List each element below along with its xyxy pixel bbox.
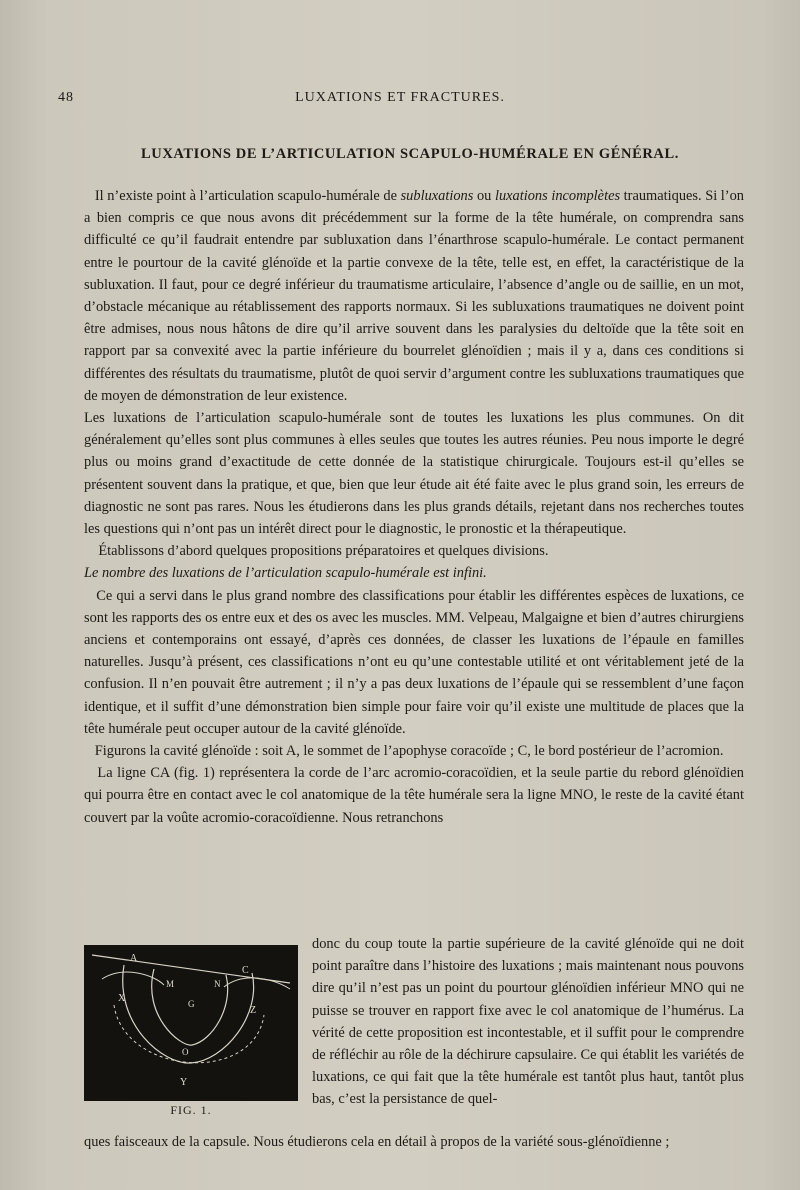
emphasis-luxations-incompletes: luxations incomplètes: [494, 188, 621, 204]
running-head: [58, 90, 742, 110]
label-x: X: [118, 993, 126, 1004]
arc-right: [224, 978, 290, 989]
glenoid-diagram-svg: [84, 945, 298, 1101]
figure-1: [84, 945, 298, 1115]
page-number: 48: [58, 90, 74, 105]
paragraph-1: Il n’existe point à l’articulation scapulo-humérale de subluxations ou luxations incomplètes traumatiques. Si l’on a bien compris ce que nous avons dit précédemment sur la forme de la tête humérale, on comprendra sans difficulté ce qu’il faudrait entendre par subluxation dans l’énarthrose scapulo-humérale. Le contact permanent entre le pourtour de la cavité glénoïde et la partie convexe de la tête, telle est, en effet, la caractéristique de la subluxation. Il faut, pour ce degré inférieur du traumatisme articulaire, l’absence d’angle ou de saillie, en un mot, d’obstacle mécanique au rétablissement des rapports normaux. Si les subluxations traumatiques ne doivent point être admises, nous nous hâtons de dire qu’il arrive souvent dans les paralysies du deltoïde que la tête soit en rapport par sa convexité avec la partie inférieure du bourrelet glénoïdien ; mais il y a, dans ces conditions si différentes des résultats du traumatisme, plutôt de quoi servir d’argument contre les subluxations traumatiques que de moyen de démonstration de leur existence.: [84, 188, 744, 404]
label-m: M: [166, 979, 175, 989]
paragraph-7: La ligne CA (fig. 1) représentera la corde de l’arc acromio-coracoïdien, et la seule partie du rebord glénoïdien qui pourra être en contact avec le col anatomique de la tête humérale sera la ligne MNO, le reste de la cavité étant couvert par la voûte acromio-coracoïdienne. Nous retranchons: [84, 765, 744, 826]
label-g: G: [188, 999, 195, 1009]
paragraph-5: Ce qui a servi dans le plus grand nombre des classifications pour établir les différentes espèces de luxations, ce sont les rapports des os entre eux et des os avec les muscles. MM. Velpeau, Malgaigne et bien d’autres chirurgiens anciens et contemporains ont essayé, d’après ces données, de classer les luxations de l’épaule en familles naturelles. Jusqu’à présent, ces classifications n’ont eu qu’une contestable utilité et ont véritablement jeté de la confusion. Il n’en pouvait être autrement ; il n’y a pas deux luxations de l’épaule qui se ressemblent d’une façon identique, et il suffit d’une démonstration bien simple pour faire voir qu’il existe une multitude de places que la tête humérale peut occuper autour de la cavité glénoïde.: [84, 587, 744, 737]
paragraph-4-proposition: Le nombre des luxations de l’articulation scapulo-humérale est infini.: [84, 565, 487, 582]
arc-left: [102, 972, 164, 985]
glenoid-diagram: [84, 945, 298, 1101]
label-n: N: [214, 979, 221, 989]
paragraph-6: Figurons la cavité glénoïde : soit A, le sommet de l’apophyse coracoïde ; C, le bord postérieur de l’acromion.: [94, 743, 724, 760]
emphasis-subluxations: subluxations: [400, 188, 474, 204]
chapter-title: LUXATIONS DE L’ARTICULATION SCAPULO-HUMÉRALE EN GÉNÉRAL.: [141, 146, 679, 162]
label-a: A: [130, 953, 138, 964]
dotted-contour: [114, 1005, 264, 1063]
wrapped-text-beside-figure: donc du coup toute la partie supérieure de la cavité glénoïde qui ne doit point paraître dans l’histoire des luxations ; mais maintenant nous pouvons dire qu’il n’est pas un point du pourtour glénoïdien inférieur MNO qui ne puisse se trouver en rapport fixe avec le col anatomique de l’humérus. La vérité de cette proposition est incontestable, et il suffit pour le comprendre de réfléchir au rôle de la déchirure capsulaire. Ce qui établit les variétés de luxations, ce qui fait que la tête humérale est tantôt plus haut, tantôt plus bas, c’est la persistance de quel-: [312, 936, 744, 1108]
label-y: Y: [180, 1077, 188, 1088]
label-o: O: [182, 1047, 189, 1057]
label-c: C: [242, 965, 249, 976]
figure-caption: FIG. 1.: [170, 1103, 212, 1117]
closing-line: ques faisceaux de la capsule. Nous étudierons cela en détail à propos de la variété sous-glénoïdienne ;: [84, 1134, 670, 1150]
label-z: Z: [250, 1005, 257, 1016]
paragraph-2: Les luxations de l’articulation scapulo-humérale sont de toutes les luxations les plus communes. On dit généralement qu’elles sont plus communes à elles seules que toutes les autres réunies. Peu nous importe le degré plus ou moins grand d’exactitude de cette donnée de la statistique chirurgicale. Toujours est-il qu’elles se présentent souvent dans la pratique, et que, bien que leur étude ait été faite avec le plus grand soin, les erreurs de diagnostic ne sont pas rares. Nous les étudierons dans les plus grands détails, rejetant dans nos recherches toutes les questions qui n’ont pas un intérêt direct pour le diagnostic, le pronostic et la thérapeutique.: [84, 410, 744, 538]
paragraph-3: Établissons d’abord quelques propositions préparatoires et quelques divisions.: [98, 543, 549, 560]
running-title: LUXATIONS ET FRACTURES.: [295, 90, 505, 105]
body-text: [84, 185, 744, 829]
